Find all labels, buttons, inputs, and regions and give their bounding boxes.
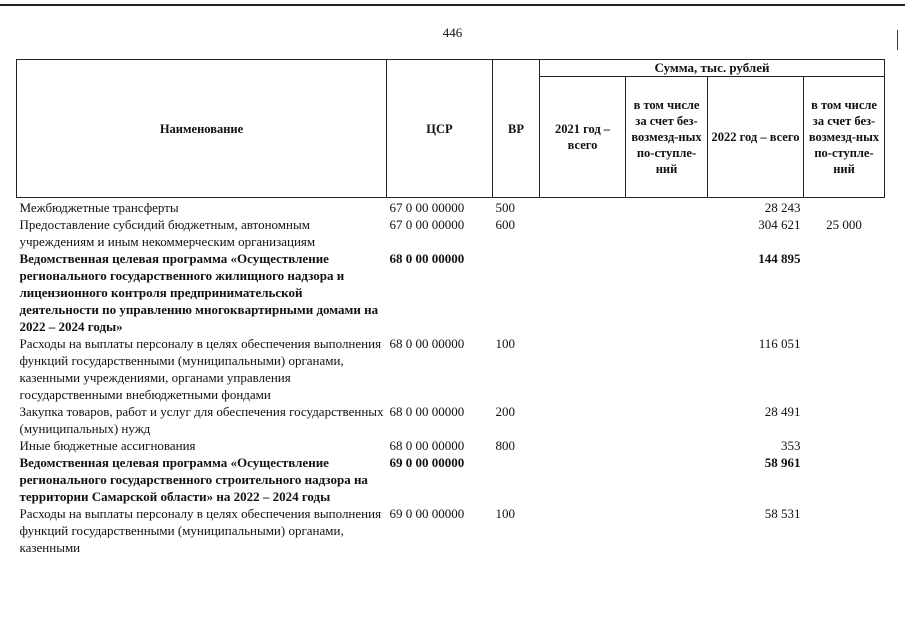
row-name: Закупка товаров, работ и услуг для обеспечения государственных (муниципальных) нужд (19, 404, 384, 436)
row-vr: 100 (495, 506, 515, 521)
row-2021-total (540, 216, 626, 250)
row-2022-free (804, 437, 885, 454)
row-2022-free (804, 198, 885, 217)
budget-table (16, 59, 885, 556)
row-2022-total: 58 961 (764, 455, 801, 470)
row-csr: 69 0 00 00000 (389, 506, 465, 521)
row-2022-free (804, 335, 885, 403)
row-vr (493, 250, 540, 335)
table-row (17, 250, 885, 335)
row-2021-total (540, 454, 626, 505)
table-row (17, 335, 885, 403)
table-body (17, 198, 885, 557)
row-csr: 68 0 00 00000 (389, 438, 465, 453)
row-name: Ведомственная целевая программа «Осуществление регионального государственного строительного надзора на территории Самарской области» на 2022 – 2024 годы (19, 455, 368, 504)
row-2022-free (804, 454, 885, 505)
row-2021-total (540, 437, 626, 454)
row-2022-total: 58 531 (764, 506, 801, 521)
col-header-vr: ВР (493, 60, 540, 198)
row-csr: 68 0 00 00000 (389, 404, 465, 419)
row-2022-total: 144 895 (758, 251, 801, 266)
row-name: Иные бюджетные ассигнования (19, 438, 196, 453)
col-header-2022-total: 2022 год – всего (708, 77, 804, 198)
row-csr: 68 0 00 00000 (389, 336, 465, 351)
row-2022-total: 28 491 (764, 404, 801, 419)
row-2021-total (540, 198, 626, 217)
row-2022-free: 25 000 (826, 217, 862, 232)
row-vr: 600 (495, 217, 515, 232)
row-2022-total: 116 051 (758, 336, 801, 351)
row-name: Расходы на выплаты персоналу в целях обеспечения выполнения функций государственными (муниципальными) органами, казенными учреждениями, органами управления государственными внебюджетными фондами (19, 336, 382, 402)
row-2022-free (804, 505, 885, 556)
row-vr: 800 (495, 438, 515, 453)
row-csr: 68 0 00 00000 (389, 251, 465, 266)
table-row (17, 198, 885, 217)
row-2021-free (626, 198, 708, 217)
col-header-2022-free: в том числе за счет без-возмезд-ных по-ступле-ний (804, 77, 885, 198)
table-row (17, 437, 885, 454)
page-number: 446 (442, 25, 463, 40)
row-2022-total: 353 (781, 438, 801, 453)
row-vr: 500 (495, 200, 515, 215)
row-2021-total (540, 505, 626, 556)
row-csr: 67 0 00 00000 (389, 200, 465, 215)
table-row (17, 505, 885, 556)
table-row (17, 403, 885, 437)
row-2021-free (626, 403, 708, 437)
row-2022-total: 304 621 (758, 217, 801, 232)
row-name: Межбюджетные трансферты (19, 200, 179, 215)
row-2022-free (804, 250, 885, 335)
top-rule (0, 4, 905, 6)
row-csr: 67 0 00 00000 (389, 217, 465, 232)
col-header-2021-total: 2021 год – всего (540, 77, 626, 198)
row-vr: 100 (495, 336, 515, 351)
row-2021-free (626, 216, 708, 250)
table-header (17, 60, 885, 198)
row-2021-free (626, 335, 708, 403)
col-header-csr: ЦСР (387, 60, 493, 198)
row-name: Ведомственная целевая программа «Осуществление регионального государственного жилищного надзора и лицензионного контроля предпринимательской деятельности по управлению многоквартирными домами на 2022 – 2024 годы» (19, 251, 379, 334)
row-2022-total: 28 243 (764, 200, 801, 215)
row-2021-free (626, 437, 708, 454)
row-vr (493, 454, 540, 505)
table-row (17, 454, 885, 505)
col-header-sum-group: Сумма, тыс. рублей (540, 60, 885, 77)
row-2021-free (626, 505, 708, 556)
row-2021-total (540, 250, 626, 335)
row-csr: 69 0 00 00000 (389, 455, 465, 470)
table-row (17, 216, 885, 250)
col-header-name: Наименование (17, 60, 387, 198)
row-2021-free (626, 454, 708, 505)
row-2022-free (804, 403, 885, 437)
col-header-2021-free: в том числе за счет без-возмезд-ных по-ступле-ний (626, 77, 708, 198)
row-2021-total (540, 335, 626, 403)
row-vr: 200 (495, 404, 515, 419)
row-2021-free (626, 250, 708, 335)
row-name: Предоставление субсидий бюджетным, автономным учреждениям и иным некоммерческим организациям (19, 217, 316, 249)
row-name: Расходы на выплаты персоналу в целях обеспечения выполнения функций государственными (муниципальными) органами, казенными (19, 506, 382, 555)
row-2021-total (540, 403, 626, 437)
